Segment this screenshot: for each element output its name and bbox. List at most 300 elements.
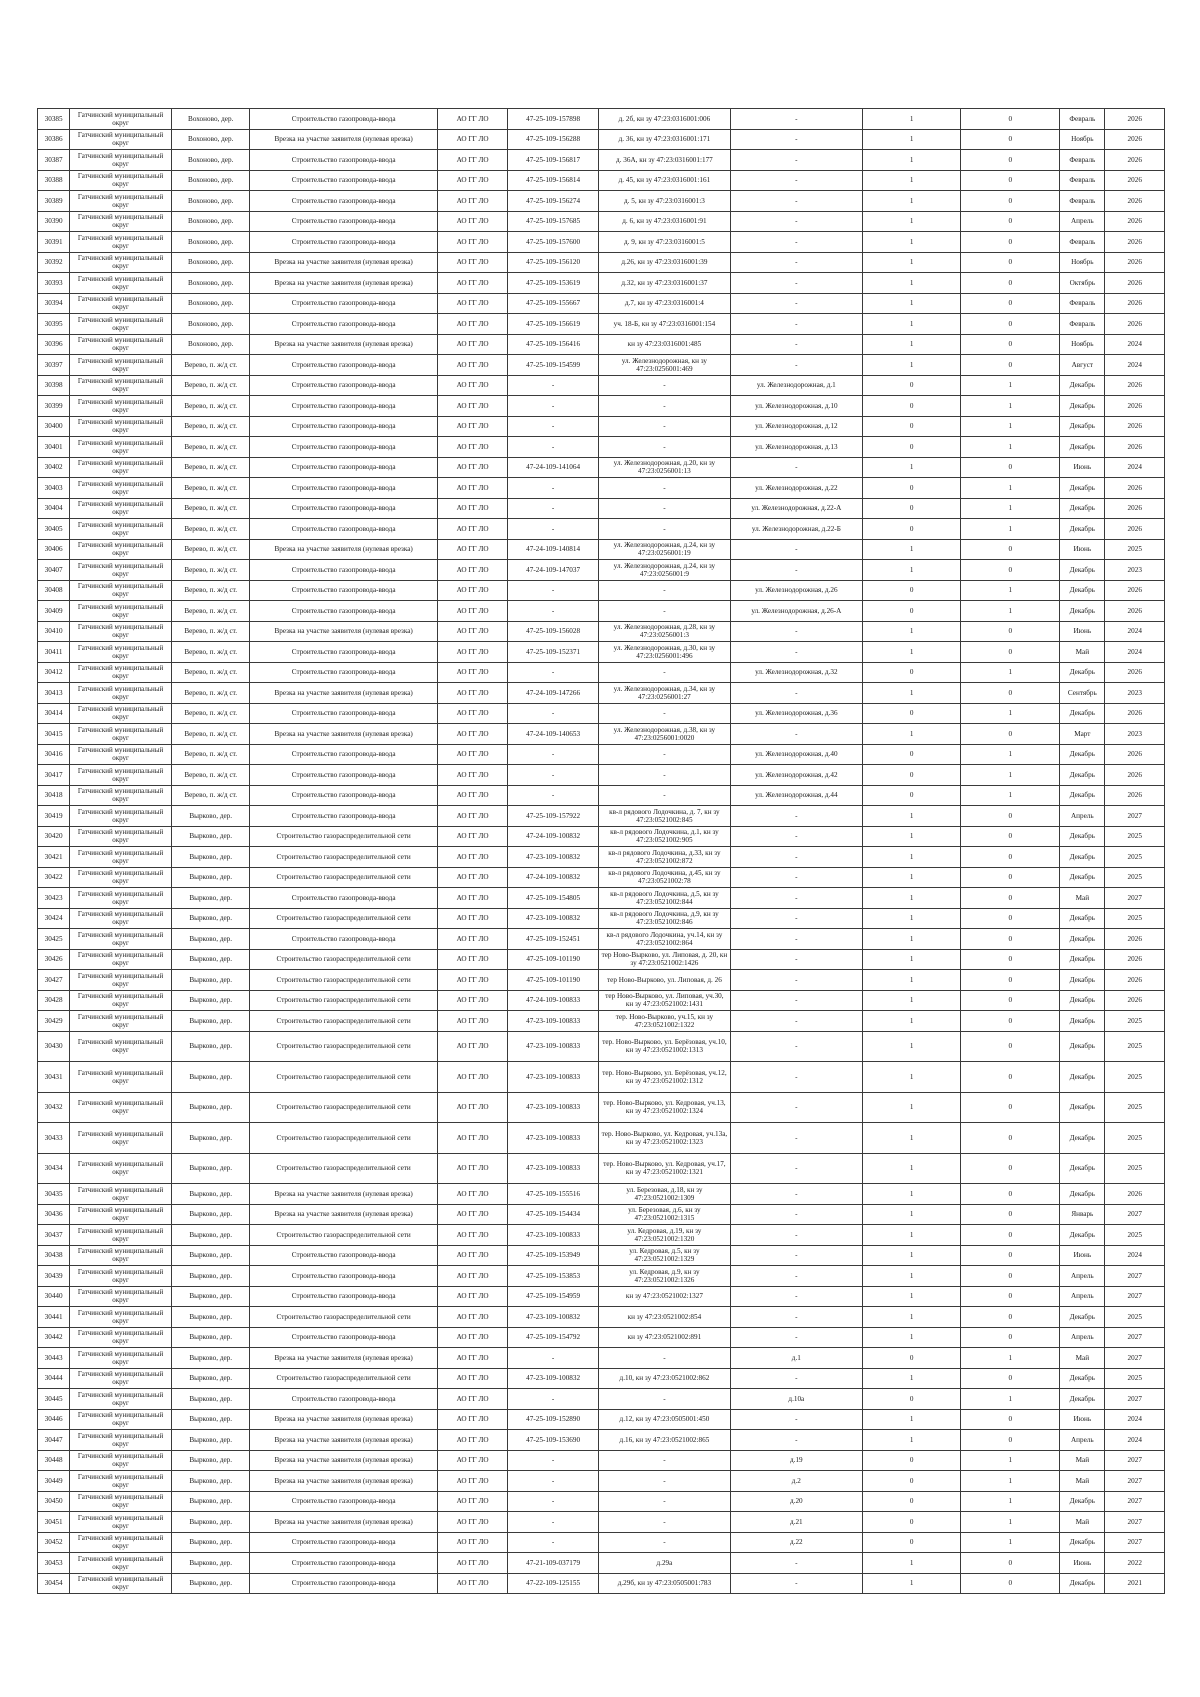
count-with-application-cell: 1 bbox=[862, 888, 961, 909]
municipality-cell: Гатчинский муниципальный округ bbox=[70, 1245, 172, 1266]
year-cell: 2025 bbox=[1105, 908, 1165, 929]
company-cell: АО ГГ ЛО bbox=[437, 744, 508, 765]
application-number-cell: - bbox=[508, 1389, 599, 1410]
company-cell: АО ГГ ЛО bbox=[437, 642, 508, 663]
work-type-cell: Врезка на участке заявителя (нулевая врезка) bbox=[250, 129, 437, 150]
application-number-cell: 47-25-109-156817 bbox=[508, 150, 599, 171]
locality-cell: Верево, п. ж/д ст. bbox=[171, 498, 250, 519]
application-number-cell: 47-25-109-101190 bbox=[508, 949, 599, 970]
count-without-application-cell: 0 bbox=[961, 1225, 1060, 1246]
cadastral-address-cell: ул. Железнодорожная, д.28, кн зу 47:23:0256001:3 bbox=[598, 621, 730, 642]
count-without-application-cell: 0 bbox=[961, 273, 1060, 294]
table-row bbox=[38, 1184, 1165, 1205]
company-cell: АО ГГ ЛО bbox=[437, 150, 508, 171]
work-type-cell: Врезка на участке заявителя (нулевая врезка) bbox=[250, 1512, 437, 1533]
company-cell: АО ГГ ЛО bbox=[437, 457, 508, 478]
count-with-application-cell: 1 bbox=[862, 1368, 961, 1389]
year-cell: 2025 bbox=[1105, 539, 1165, 560]
month-cell: Декабрь bbox=[1060, 662, 1105, 683]
count-with-application-cell: 1 bbox=[862, 908, 961, 929]
application-number-cell: 47-24-109-147037 bbox=[508, 560, 599, 581]
street-address-cell: - bbox=[730, 1062, 862, 1093]
work-type-cell: Строительство газопровода-ввода bbox=[250, 170, 437, 191]
cadastral-address-cell: кн зу 47:23:0316001:485 bbox=[598, 334, 730, 355]
municipality-cell: Гатчинский муниципальный округ bbox=[70, 150, 172, 171]
street-address-cell: ул. Железнодорожная, д.13 bbox=[730, 437, 862, 458]
month-cell: Декабрь bbox=[1060, 1123, 1105, 1154]
row-id-cell: 30423 bbox=[38, 888, 70, 909]
count-with-application-cell: 1 bbox=[862, 539, 961, 560]
row-id-cell: 30419 bbox=[38, 806, 70, 827]
count-with-application-cell: 1 bbox=[862, 252, 961, 273]
count-without-application-cell: 0 bbox=[961, 1266, 1060, 1287]
month-cell: Апрель bbox=[1060, 1286, 1105, 1307]
application-number-cell: - bbox=[508, 662, 599, 683]
year-cell: 2026 bbox=[1105, 990, 1165, 1011]
company-cell: АО ГГ ЛО bbox=[437, 252, 508, 273]
table-row bbox=[38, 1368, 1165, 1389]
year-cell: 2026 bbox=[1105, 437, 1165, 458]
application-number-cell: - bbox=[508, 601, 599, 622]
month-cell: Декабрь bbox=[1060, 867, 1105, 888]
table-row bbox=[38, 1471, 1165, 1492]
cadastral-address-cell: - bbox=[598, 744, 730, 765]
company-cell: АО ГГ ЛО bbox=[437, 498, 508, 519]
row-id-cell: 30452 bbox=[38, 1532, 70, 1553]
locality-cell: Вохоново, дер. bbox=[171, 129, 250, 150]
count-with-application-cell: 1 bbox=[862, 1409, 961, 1430]
year-cell: 2026 bbox=[1105, 478, 1165, 499]
cadastral-address-cell: тер. Ново-Вырково, ул. Берёзовая, уч.10, кн зу 47:23:0521002:1313 bbox=[598, 1031, 730, 1062]
work-type-cell: Строительство газопровода-ввода bbox=[250, 1532, 437, 1553]
table-row bbox=[38, 191, 1165, 212]
municipality-cell: Гатчинский муниципальный округ bbox=[70, 1307, 172, 1328]
row-id-cell: 30445 bbox=[38, 1389, 70, 1410]
count-with-application-cell: 1 bbox=[862, 683, 961, 704]
year-cell: 2026 bbox=[1105, 375, 1165, 396]
work-type-cell: Строительство газопровода-ввода bbox=[250, 1266, 437, 1287]
street-address-cell: - bbox=[730, 970, 862, 991]
municipality-cell: Гатчинский муниципальный округ bbox=[70, 1389, 172, 1410]
count-with-application-cell: 1 bbox=[862, 1031, 961, 1062]
table-row bbox=[38, 1062, 1165, 1093]
month-cell: Июнь bbox=[1060, 1409, 1105, 1430]
row-id-cell: 30421 bbox=[38, 847, 70, 868]
count-without-application-cell: 1 bbox=[961, 662, 1060, 683]
street-address-cell: - bbox=[730, 1553, 862, 1574]
municipality-cell: Гатчинский муниципальный округ bbox=[70, 683, 172, 704]
company-cell: АО ГГ ЛО bbox=[437, 724, 508, 745]
count-with-application-cell: 1 bbox=[862, 1184, 961, 1205]
count-without-application-cell: 1 bbox=[961, 765, 1060, 786]
year-cell: 2027 bbox=[1105, 1348, 1165, 1369]
cadastral-address-cell: кв-л рядового Лодочкина, д.33, кн зу 47:23:0521002:872 bbox=[598, 847, 730, 868]
table-row bbox=[38, 150, 1165, 171]
count-with-application-cell: 1 bbox=[862, 970, 961, 991]
month-cell: Февраль bbox=[1060, 293, 1105, 314]
street-address-cell: - bbox=[730, 129, 862, 150]
year-cell: 2027 bbox=[1105, 1491, 1165, 1512]
application-number-cell: 47-22-109-125155 bbox=[508, 1573, 599, 1594]
company-cell: АО ГГ ЛО bbox=[437, 1553, 508, 1574]
work-type-cell: Строительство газопровода-ввода bbox=[250, 785, 437, 806]
company-cell: АО ГГ ЛО bbox=[437, 191, 508, 212]
work-type-cell: Строительство газопровода-ввода bbox=[250, 703, 437, 724]
table-row bbox=[38, 1092, 1165, 1123]
locality-cell: Верево, п. ж/д ст. bbox=[171, 478, 250, 499]
company-cell: АО ГГ ЛО bbox=[437, 1225, 508, 1246]
count-with-application-cell: 1 bbox=[862, 1062, 961, 1093]
cadastral-address-cell: - bbox=[598, 580, 730, 601]
row-id-cell: 30443 bbox=[38, 1348, 70, 1369]
count-without-application-cell: 0 bbox=[961, 191, 1060, 212]
month-cell: Ноябрь bbox=[1060, 252, 1105, 273]
cadastral-address-cell: ул. Железнодорожная, д.38, кн зу 47:23:0256001:0020 bbox=[598, 724, 730, 745]
count-with-application-cell: 0 bbox=[862, 1512, 961, 1533]
month-cell: Февраль bbox=[1060, 150, 1105, 171]
count-without-application-cell: 1 bbox=[961, 1450, 1060, 1471]
application-number-cell: 47-25-109-156416 bbox=[508, 334, 599, 355]
cadastral-address-cell: кн зу 47:23:0521002:891 bbox=[598, 1327, 730, 1348]
municipality-cell: Гатчинский муниципальный округ bbox=[70, 1368, 172, 1389]
work-type-cell: Строительство газопровода-ввода bbox=[250, 478, 437, 499]
month-cell: Декабрь bbox=[1060, 498, 1105, 519]
month-cell: Декабрь bbox=[1060, 703, 1105, 724]
application-number-cell: - bbox=[508, 1532, 599, 1553]
year-cell: 2026 bbox=[1105, 744, 1165, 765]
count-with-application-cell: 1 bbox=[862, 170, 961, 191]
row-id-cell: 30387 bbox=[38, 150, 70, 171]
row-id-cell: 30388 bbox=[38, 170, 70, 191]
month-cell: Июнь bbox=[1060, 539, 1105, 560]
locality-cell: Вырково, дер. bbox=[171, 1409, 250, 1430]
street-address-cell: - bbox=[730, 109, 862, 130]
row-id-cell: 30412 bbox=[38, 662, 70, 683]
work-type-cell: Строительство газопровода-ввода bbox=[250, 437, 437, 458]
count-with-application-cell: 1 bbox=[862, 949, 961, 970]
street-address-cell: - bbox=[730, 1286, 862, 1307]
count-with-application-cell: 1 bbox=[862, 826, 961, 847]
count-with-application-cell: 0 bbox=[862, 765, 961, 786]
count-with-application-cell: 0 bbox=[862, 1471, 961, 1492]
month-cell: Апрель bbox=[1060, 1327, 1105, 1348]
table-body bbox=[38, 109, 1165, 1594]
count-without-application-cell: 0 bbox=[961, 355, 1060, 376]
company-cell: АО ГГ ЛО bbox=[437, 293, 508, 314]
street-address-cell: - bbox=[730, 1225, 862, 1246]
work-type-cell: Строительство газораспределительной сети bbox=[250, 826, 437, 847]
company-cell: АО ГГ ЛО bbox=[437, 1184, 508, 1205]
municipality-cell: Гатчинский муниципальный округ bbox=[70, 765, 172, 786]
year-cell: 2023 bbox=[1105, 683, 1165, 704]
application-number-cell: - bbox=[508, 580, 599, 601]
month-cell: Декабрь bbox=[1060, 375, 1105, 396]
cadastral-address-cell: ул. Железнодорожная, д.24, кн зу 47:23:0256001:9 bbox=[598, 560, 730, 581]
count-without-application-cell: 1 bbox=[961, 437, 1060, 458]
application-number-cell: 47-25-109-155667 bbox=[508, 293, 599, 314]
month-cell: Декабрь bbox=[1060, 990, 1105, 1011]
month-cell: Декабрь bbox=[1060, 478, 1105, 499]
month-cell: Февраль bbox=[1060, 109, 1105, 130]
street-address-cell: - bbox=[730, 1430, 862, 1451]
table-row bbox=[38, 621, 1165, 642]
application-number-cell: - bbox=[508, 437, 599, 458]
company-cell: АО ГГ ЛО bbox=[437, 1430, 508, 1451]
locality-cell: Вырково, дер. bbox=[171, 1532, 250, 1553]
count-with-application-cell: 1 bbox=[862, 191, 961, 212]
cadastral-address-cell: - bbox=[598, 498, 730, 519]
month-cell: Апрель bbox=[1060, 806, 1105, 827]
application-number-cell: 47-24-109-100832 bbox=[508, 867, 599, 888]
work-type-cell: Строительство газопровода-ввода bbox=[250, 744, 437, 765]
application-number-cell: 47-25-109-153949 bbox=[508, 1245, 599, 1266]
application-number-cell: 47-24-109-100832 bbox=[508, 826, 599, 847]
year-cell: 2025 bbox=[1105, 826, 1165, 847]
row-id-cell: 30431 bbox=[38, 1062, 70, 1093]
year-cell: 2026 bbox=[1105, 273, 1165, 294]
count-without-application-cell: 1 bbox=[961, 396, 1060, 417]
work-type-cell: Строительство газопровода-ввода bbox=[250, 1389, 437, 1410]
month-cell: Декабрь bbox=[1060, 826, 1105, 847]
locality-cell: Вырково, дер. bbox=[171, 1011, 250, 1032]
municipality-cell: Гатчинский муниципальный округ bbox=[70, 478, 172, 499]
row-id-cell: 30426 bbox=[38, 949, 70, 970]
municipality-cell: Гатчинский муниципальный округ bbox=[70, 1092, 172, 1123]
work-type-cell: Врезка на участке заявителя (нулевая врезка) bbox=[250, 273, 437, 294]
municipality-cell: Гатчинский муниципальный округ bbox=[70, 929, 172, 950]
company-cell: АО ГГ ЛО bbox=[437, 929, 508, 950]
work-type-cell: Врезка на участке заявителя (нулевая врезка) bbox=[250, 724, 437, 745]
month-cell: Декабрь bbox=[1060, 949, 1105, 970]
application-number-cell: 47-24-109-147266 bbox=[508, 683, 599, 704]
gasification-schedule-table bbox=[37, 108, 1165, 1594]
municipality-cell: Гатчинский муниципальный округ bbox=[70, 252, 172, 273]
year-cell: 2025 bbox=[1105, 867, 1165, 888]
application-number-cell: 47-24-109-140653 bbox=[508, 724, 599, 745]
company-cell: АО ГГ ЛО bbox=[437, 1532, 508, 1553]
count-with-application-cell: 0 bbox=[862, 703, 961, 724]
locality-cell: Верево, п. ж/д ст. bbox=[171, 601, 250, 622]
count-without-application-cell: 1 bbox=[961, 498, 1060, 519]
year-cell: 2026 bbox=[1105, 170, 1165, 191]
work-type-cell: Строительство газопровода-ввода bbox=[250, 1327, 437, 1348]
table-row bbox=[38, 785, 1165, 806]
locality-cell: Верево, п. ж/д ст. bbox=[171, 457, 250, 478]
table-row bbox=[38, 129, 1165, 150]
table-row bbox=[38, 744, 1165, 765]
year-cell: 2026 bbox=[1105, 150, 1165, 171]
municipality-cell: Гатчинский муниципальный округ bbox=[70, 539, 172, 560]
cadastral-address-cell: - bbox=[598, 375, 730, 396]
table-row bbox=[38, 683, 1165, 704]
company-cell: АО ГГ ЛО bbox=[437, 888, 508, 909]
count-without-application-cell: 1 bbox=[961, 703, 1060, 724]
municipality-cell: Гатчинский муниципальный округ bbox=[70, 1491, 172, 1512]
company-cell: АО ГГ ЛО bbox=[437, 662, 508, 683]
count-with-application-cell: 0 bbox=[862, 580, 961, 601]
work-type-cell: Строительство газопровода-ввода bbox=[250, 601, 437, 622]
count-with-application-cell: 1 bbox=[862, 1553, 961, 1574]
application-number-cell: - bbox=[508, 478, 599, 499]
company-cell: АО ГГ ЛО bbox=[437, 580, 508, 601]
table-row bbox=[38, 1512, 1165, 1533]
count-without-application-cell: 1 bbox=[961, 744, 1060, 765]
row-id-cell: 30437 bbox=[38, 1225, 70, 1246]
locality-cell: Вырково, дер. bbox=[171, 1031, 250, 1062]
locality-cell: Вохоново, дер. bbox=[171, 314, 250, 335]
count-with-application-cell: 0 bbox=[862, 744, 961, 765]
row-id-cell: 30436 bbox=[38, 1204, 70, 1225]
street-address-cell: д.20 bbox=[730, 1491, 862, 1512]
locality-cell: Вырково, дер. bbox=[171, 1389, 250, 1410]
work-type-cell: Строительство газопровода-ввода bbox=[250, 1491, 437, 1512]
work-type-cell: Строительство газораспределительной сети bbox=[250, 1011, 437, 1032]
street-address-cell: - bbox=[730, 1409, 862, 1430]
count-without-application-cell: 0 bbox=[961, 539, 1060, 560]
table-row bbox=[38, 1286, 1165, 1307]
cadastral-address-cell: кв-л рядового Лодочкина, д.1, кн зу 47:23:0521002:905 bbox=[598, 826, 730, 847]
municipality-cell: Гатчинский муниципальный округ bbox=[70, 560, 172, 581]
work-type-cell: Строительство газопровода-ввода bbox=[250, 416, 437, 437]
municipality-cell: Гатчинский муниципальный округ bbox=[70, 970, 172, 991]
company-cell: АО ГГ ЛО bbox=[437, 519, 508, 540]
street-address-cell: - bbox=[730, 847, 862, 868]
row-id-cell: 30413 bbox=[38, 683, 70, 704]
table-row bbox=[38, 1204, 1165, 1225]
month-cell: Февраль bbox=[1060, 232, 1105, 253]
year-cell: 2026 bbox=[1105, 252, 1165, 273]
year-cell: 2024 bbox=[1105, 642, 1165, 663]
locality-cell: Вохоново, дер. bbox=[171, 170, 250, 191]
cadastral-address-cell: кв-л рядового Лодочкина, д.5, кн зу 47:23:0521002:844 bbox=[598, 888, 730, 909]
year-cell: 2025 bbox=[1105, 1153, 1165, 1184]
application-number-cell: 47-25-109-154792 bbox=[508, 1327, 599, 1348]
year-cell: 2025 bbox=[1105, 1225, 1165, 1246]
work-type-cell: Строительство газопровода-ввода bbox=[250, 1553, 437, 1574]
municipality-cell: Гатчинский муниципальный округ bbox=[70, 1553, 172, 1574]
month-cell: Декабрь bbox=[1060, 560, 1105, 581]
row-id-cell: 30397 bbox=[38, 355, 70, 376]
cadastral-address-cell: - bbox=[598, 478, 730, 499]
month-cell: Декабрь bbox=[1060, 416, 1105, 437]
street-address-cell: ул. Железнодорожная, д.36 bbox=[730, 703, 862, 724]
month-cell: Декабрь bbox=[1060, 580, 1105, 601]
municipality-cell: Гатчинский муниципальный округ bbox=[70, 867, 172, 888]
table-row bbox=[38, 867, 1165, 888]
year-cell: 2025 bbox=[1105, 1123, 1165, 1154]
month-cell: Декабрь bbox=[1060, 785, 1105, 806]
count-without-application-cell: 0 bbox=[961, 826, 1060, 847]
table-row bbox=[38, 601, 1165, 622]
company-cell: АО ГГ ЛО bbox=[437, 867, 508, 888]
street-address-cell: - bbox=[730, 1245, 862, 1266]
company-cell: АО ГГ ЛО bbox=[437, 683, 508, 704]
table-row bbox=[38, 211, 1165, 232]
locality-cell: Верево, п. ж/д ст. bbox=[171, 375, 250, 396]
municipality-cell: Гатчинский муниципальный округ bbox=[70, 519, 172, 540]
row-id-cell: 30390 bbox=[38, 211, 70, 232]
company-cell: АО ГГ ЛО bbox=[437, 1389, 508, 1410]
count-with-application-cell: 1 bbox=[862, 1430, 961, 1451]
work-type-cell: Врезка на участке заявителя (нулевая врезка) bbox=[250, 539, 437, 560]
count-without-application-cell: 0 bbox=[961, 621, 1060, 642]
table-row bbox=[38, 847, 1165, 868]
month-cell: Декабрь bbox=[1060, 1389, 1105, 1410]
row-id-cell: 30439 bbox=[38, 1266, 70, 1287]
count-with-application-cell: 1 bbox=[862, 109, 961, 130]
municipality-cell: Гатчинский муниципальный округ bbox=[70, 1450, 172, 1471]
cadastral-address-cell: - bbox=[598, 396, 730, 417]
locality-cell: Верево, п. ж/д ст. bbox=[171, 396, 250, 417]
count-without-application-cell: 1 bbox=[961, 1389, 1060, 1410]
table-row bbox=[38, 1245, 1165, 1266]
application-number-cell: - bbox=[508, 765, 599, 786]
count-with-application-cell: 1 bbox=[862, 1092, 961, 1123]
table-row bbox=[38, 519, 1165, 540]
count-with-application-cell: 1 bbox=[862, 334, 961, 355]
company-cell: АО ГГ ЛО bbox=[437, 560, 508, 581]
application-number-cell: - bbox=[508, 416, 599, 437]
municipality-cell: Гатчинский муниципальный округ bbox=[70, 1266, 172, 1287]
count-with-application-cell: 1 bbox=[862, 1011, 961, 1032]
table-row bbox=[38, 908, 1165, 929]
count-with-application-cell: 0 bbox=[862, 1389, 961, 1410]
street-address-cell: - bbox=[730, 1266, 862, 1287]
locality-cell: Вырково, дер. bbox=[171, 1204, 250, 1225]
municipality-cell: Гатчинский муниципальный округ bbox=[70, 990, 172, 1011]
table-row bbox=[38, 355, 1165, 376]
locality-cell: Вырково, дер. bbox=[171, 888, 250, 909]
municipality-cell: Гатчинский муниципальный округ bbox=[70, 375, 172, 396]
municipality-cell: Гатчинский муниципальный округ bbox=[70, 396, 172, 417]
application-number-cell: - bbox=[508, 498, 599, 519]
street-address-cell: д.22 bbox=[730, 1532, 862, 1553]
locality-cell: Вырково, дер. bbox=[171, 1491, 250, 1512]
application-number-cell: 47-25-109-156274 bbox=[508, 191, 599, 212]
table-row bbox=[38, 970, 1165, 991]
street-address-cell: - bbox=[730, 252, 862, 273]
count-without-application-cell: 0 bbox=[961, 129, 1060, 150]
street-address-cell: - bbox=[730, 929, 862, 950]
work-type-cell: Строительство газопровода-ввода bbox=[250, 1573, 437, 1594]
year-cell: 2026 bbox=[1105, 232, 1165, 253]
municipality-cell: Гатчинский муниципальный округ bbox=[70, 1153, 172, 1184]
locality-cell: Верево, п. ж/д ст. bbox=[171, 539, 250, 560]
application-number-cell: - bbox=[508, 375, 599, 396]
company-cell: АО ГГ ЛО bbox=[437, 396, 508, 417]
locality-cell: Верево, п. ж/д ст. bbox=[171, 437, 250, 458]
street-address-cell: ул. Железнодорожная, д.22-Б bbox=[730, 519, 862, 540]
table-row bbox=[38, 888, 1165, 909]
cadastral-address-cell: тер. Ново-Вырково, ул. Кедровая, уч.13а, кн зу 47:23:0521002:1323 bbox=[598, 1123, 730, 1154]
year-cell: 2026 bbox=[1105, 191, 1165, 212]
work-type-cell: Строительство газопровода-ввода bbox=[250, 457, 437, 478]
year-cell: 2027 bbox=[1105, 1327, 1165, 1348]
count-with-application-cell: 1 bbox=[862, 150, 961, 171]
count-without-application-cell: 0 bbox=[961, 232, 1060, 253]
row-id-cell: 30401 bbox=[38, 437, 70, 458]
count-without-application-cell: 0 bbox=[961, 293, 1060, 314]
application-number-cell: 47-25-109-154805 bbox=[508, 888, 599, 909]
municipality-cell: Гатчинский муниципальный округ bbox=[70, 908, 172, 929]
count-without-application-cell: 0 bbox=[961, 1011, 1060, 1032]
application-number-cell: 47-25-109-156814 bbox=[508, 170, 599, 191]
street-address-cell: - bbox=[730, 170, 862, 191]
count-without-application-cell: 0 bbox=[961, 847, 1060, 868]
count-without-application-cell: 0 bbox=[961, 457, 1060, 478]
count-without-application-cell: 1 bbox=[961, 478, 1060, 499]
month-cell: Декабрь bbox=[1060, 1225, 1105, 1246]
